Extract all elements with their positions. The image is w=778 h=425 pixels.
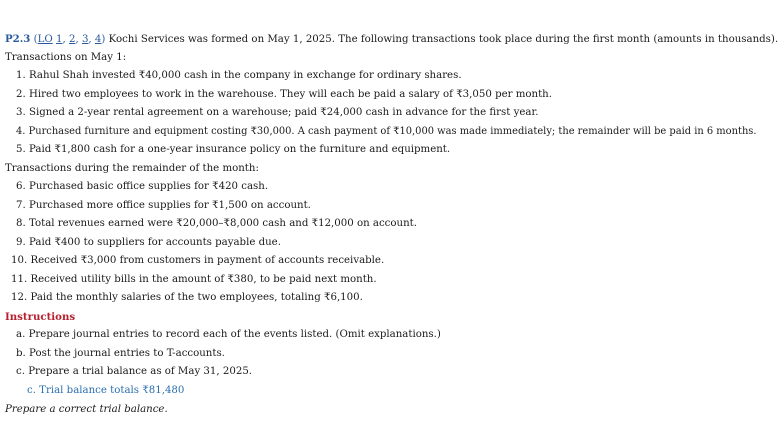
item-text: Signed a 2-year rental agreement on a warehouse; paid ₹24,000 cash in advance for the first year. [28,107,539,118]
transaction-item [16,218,417,229]
item-text: Purchased furniture and equipment costing ₹30,000. A cash payment of ₹10,000 was made immediately; the remainder will be paid in 6 months. [28,126,757,137]
instruction-item [16,329,441,340]
item-number: 7. [16,200,26,211]
lo-close-paren: ) [101,34,106,45]
item-text: Received ₹3,000 from customers in payment of accounts receivable. [30,255,385,266]
item-letter: b. [16,348,26,359]
item-number: 12. [11,292,28,303]
item-number: 11. [11,274,28,285]
item-text: Prepare journal entries to record each of the events listed. (Omit explanations.) [28,329,441,340]
item-number: 6. [16,181,26,192]
answer-note: c. Trial balance totals ₹81,480 [27,385,185,396]
lo-link-1[interactable]: 1 [56,34,63,45]
lo-open-paren: ( [33,34,38,45]
transaction-item [16,126,757,137]
item-text: Paid ₹400 to suppliers for accounts payable due. [28,237,281,248]
item-text: Received utility bills in the amount of ₹380, to be paid next month. [30,274,377,285]
transaction-item [11,292,363,303]
item-number: 5. [16,144,26,155]
item-text: Post the journal entries to T-accounts. [29,348,225,359]
instruction-item [16,366,252,377]
transaction-item [16,70,462,81]
problem-intro: Kochi Services was formed on May 1, 2025. The following transactions took place during the first month (amounts in thousands). [108,34,778,45]
item-number: 3. [16,107,26,118]
transaction-item [11,255,384,266]
learning-objectives: (LO 1, 2, 3, 4) [33,34,106,45]
item-number: 10. [11,255,28,266]
transaction-item [16,181,268,192]
item-number: 8. [16,218,26,229]
transaction-item [16,107,538,118]
item-text: Rahul Shah invested ₹40,000 cash in the company in exchange for ordinary shares. [28,70,462,81]
transaction-item [11,274,377,285]
item-text: Paid the monthly salaries of the two employees, totaling ₹6,100. [30,292,363,303]
item-text: Prepare a trial balance as of May 31, 2025. [28,366,253,377]
problem-number: P2.3 [5,33,31,45]
lo-link-label[interactable]: LO [37,34,53,45]
item-text: Paid ₹1,800 cash for a one-year insurance policy on the furniture and equipment. [28,144,451,155]
item-letter: a. [16,329,26,340]
lo-link-2[interactable]: 2 [68,34,76,45]
transaction-item [16,237,281,248]
item-number: 4. [16,126,26,137]
instruction-item [16,348,225,359]
transaction-item [16,200,311,211]
item-text: Purchased basic office supplies for ₹420 cash. [28,181,269,192]
item-number: 2. [16,89,26,100]
problem-title [5,33,778,45]
remainder-heading: Transactions during the remainder of the month: [5,163,259,174]
feedback-message: Prepare a correct trial balance. [5,404,168,415]
transaction-item [16,89,552,100]
may1-heading: Transactions on May 1: [5,52,127,63]
instructions-heading: Instructions [5,311,76,323]
item-text: Hired two employees to work in the warehouse. They will each be paid a salary of ₹3,050 per month. [28,89,552,100]
lo-link-4[interactable]: 4 [94,34,102,45]
transaction-item [16,144,450,155]
item-number: 1. [16,70,26,81]
item-number: 9. [16,237,26,248]
item-text: Purchased more office supplies for ₹1,500 on account. [28,200,311,211]
item-letter: c. [16,366,25,377]
lo-link-3[interactable]: 3 [81,34,89,45]
item-text: Total revenues earned were ₹20,000–₹8,000 cash and ₹12,000 on account. [28,218,417,229]
